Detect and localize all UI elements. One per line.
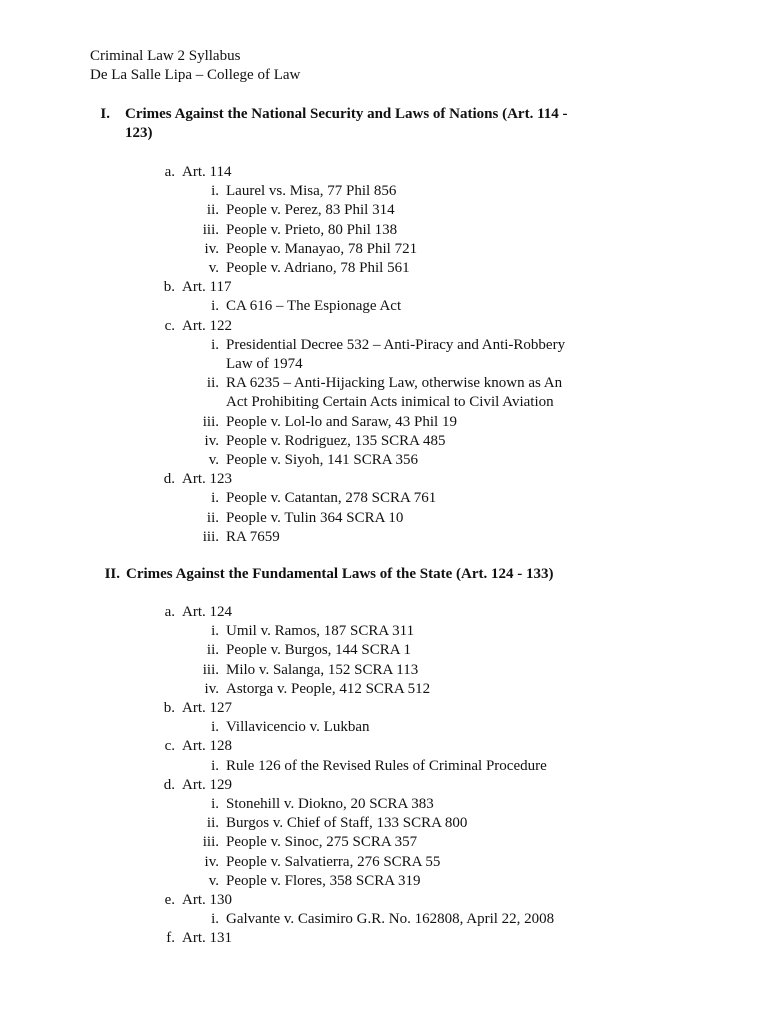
subitem-marker: i.: [211, 490, 219, 507]
subitem-marker: iv.: [204, 853, 219, 870]
item-marker: e.: [164, 892, 175, 908]
subitem-marker: i.: [211, 336, 219, 353]
citation-text: People v. Prieto, 80 Phil 138: [226, 221, 398, 238]
citation-text-continued: Act Prohibiting Certain Acts inimical to Civil Aviation: [226, 394, 554, 411]
subitem-marker: iii.: [202, 834, 219, 851]
citation-text: People v. Lol-lo and Saraw, 43 Phil 19: [226, 413, 457, 430]
citation-text: People v. Adriano, 78 Phil 561: [226, 260, 410, 276]
subitem-marker: i.: [211, 719, 219, 736]
article-label: Art. 124: [182, 604, 232, 620]
article-label: Art. 128: [182, 738, 232, 755]
citation-text: People v. Tulin 364 SCRA 10: [226, 509, 404, 526]
article-label: Art. 130: [182, 892, 232, 908]
section-title-continued: 123): [125, 125, 153, 141]
subitem-marker: i.: [211, 298, 219, 315]
citation-text: RA 7659: [226, 528, 280, 545]
item-marker: b.: [163, 279, 175, 296]
citation-text-continued: Law of 1974: [226, 356, 303, 372]
subitem-marker: iv.: [204, 432, 219, 449]
section-numeral: I.: [100, 106, 110, 122]
subitem-marker: ii.: [206, 509, 219, 526]
citation-text: Umil v. Ramos, 187 SCRA 311: [226, 623, 415, 640]
article-label: Art. 123: [182, 471, 232, 488]
citation-text: People v. Burgos, 144 SCRA 1: [226, 642, 412, 659]
citation-text: Galvante v. Casimiro G.R. No. 162808, April 22, 2008: [226, 911, 555, 928]
citation-text: Burgos v. Chief of Staff, 133 SCRA 800: [226, 815, 468, 832]
section-title: Crimes Against the National Security and Laws of Nations (Art. 114 -: [125, 106, 568, 122]
subitem-marker: ii.: [206, 815, 219, 832]
subitem-marker: i.: [211, 623, 219, 640]
article-label: Art. 129: [182, 776, 232, 793]
article-label: Art. 114: [182, 164, 232, 180]
citation-text: Astorga v. People, 412 SCRA 512: [226, 680, 431, 697]
item-marker: b.: [163, 700, 175, 716]
citation-text: People v. Rodriguez, 135 SCRA 485: [226, 432, 446, 449]
subitem-marker: i.: [211, 757, 219, 774]
subitem-marker: i.: [211, 183, 219, 200]
item-marker: a.: [164, 604, 175, 620]
citation-text: RA 6235 – Anti-Hijacking Law, otherwise known as An: [226, 375, 563, 392]
subitem-marker: iv.: [204, 240, 219, 257]
item-marker: c.: [164, 317, 175, 334]
citation-text: Presidential Decree 532 – Anti-Piracy and Anti-Robbery: [226, 336, 566, 353]
citation-text: Stonehill v. Diokno, 20 SCRA 383: [226, 796, 434, 812]
citation-text: People v. Sinoc, 275 SCRA 357: [226, 834, 418, 851]
subitem-marker: v.: [208, 260, 219, 276]
subitem-marker: iii.: [202, 221, 219, 238]
citation-text: Milo v. Salanga, 152 SCRA 113: [226, 661, 419, 678]
citation-text: People v. Siyoh, 141 SCRA 356: [226, 452, 418, 468]
citation-text: Rule 126 of the Revised Rules of Criminal Procedure: [226, 757, 547, 774]
citation-text: CA 616 – The Espionage Act: [226, 298, 402, 315]
citation-text: People v. Flores, 358 SCRA 319: [226, 872, 421, 889]
article-label: Art. 131: [182, 930, 232, 947]
subitem-marker: i.: [211, 911, 219, 928]
item-marker: f.: [166, 930, 175, 947]
subitem-marker: iv.: [204, 680, 219, 697]
item-marker: d.: [163, 471, 175, 488]
citation-text: People v. Salvatierra, 276 SCRA 55: [226, 853, 441, 870]
subitem-marker: v.: [208, 452, 219, 468]
document-title: Criminal Law 2 Syllabus: [90, 48, 241, 64]
subitem-marker: ii.: [206, 202, 219, 219]
subitem-marker: iii.: [202, 413, 219, 430]
item-marker: d.: [163, 776, 175, 793]
subitem-marker: i.: [211, 796, 219, 812]
subitem-marker: iii.: [202, 661, 219, 678]
citation-text: Laurel vs. Misa, 77 Phil 856: [226, 183, 397, 200]
article-label: Art. 117: [182, 279, 232, 296]
subitem-marker: ii.: [206, 375, 219, 392]
section-numeral: II.: [104, 566, 120, 582]
citation-text: People v. Manayao, 78 Phil 721: [226, 240, 418, 257]
subitem-marker: v.: [208, 872, 219, 889]
section-title: Crimes Against the Fundamental Laws of the State (Art. 124 - 133): [126, 566, 554, 582]
document-subtitle: De La Salle Lipa – College of Law: [90, 67, 301, 83]
item-marker: a.: [164, 164, 175, 180]
subitem-marker: ii.: [206, 642, 219, 659]
article-label: Art. 127: [182, 700, 232, 716]
citation-text: People v. Perez, 83 Phil 314: [226, 202, 395, 219]
item-marker: c.: [164, 738, 175, 755]
article-label: Art. 122: [182, 317, 232, 334]
citation-text: Villavicencio v. Lukban: [226, 719, 370, 736]
citation-text: People v. Catantan, 278 SCRA 761: [226, 490, 437, 507]
subitem-marker: iii.: [202, 528, 219, 545]
